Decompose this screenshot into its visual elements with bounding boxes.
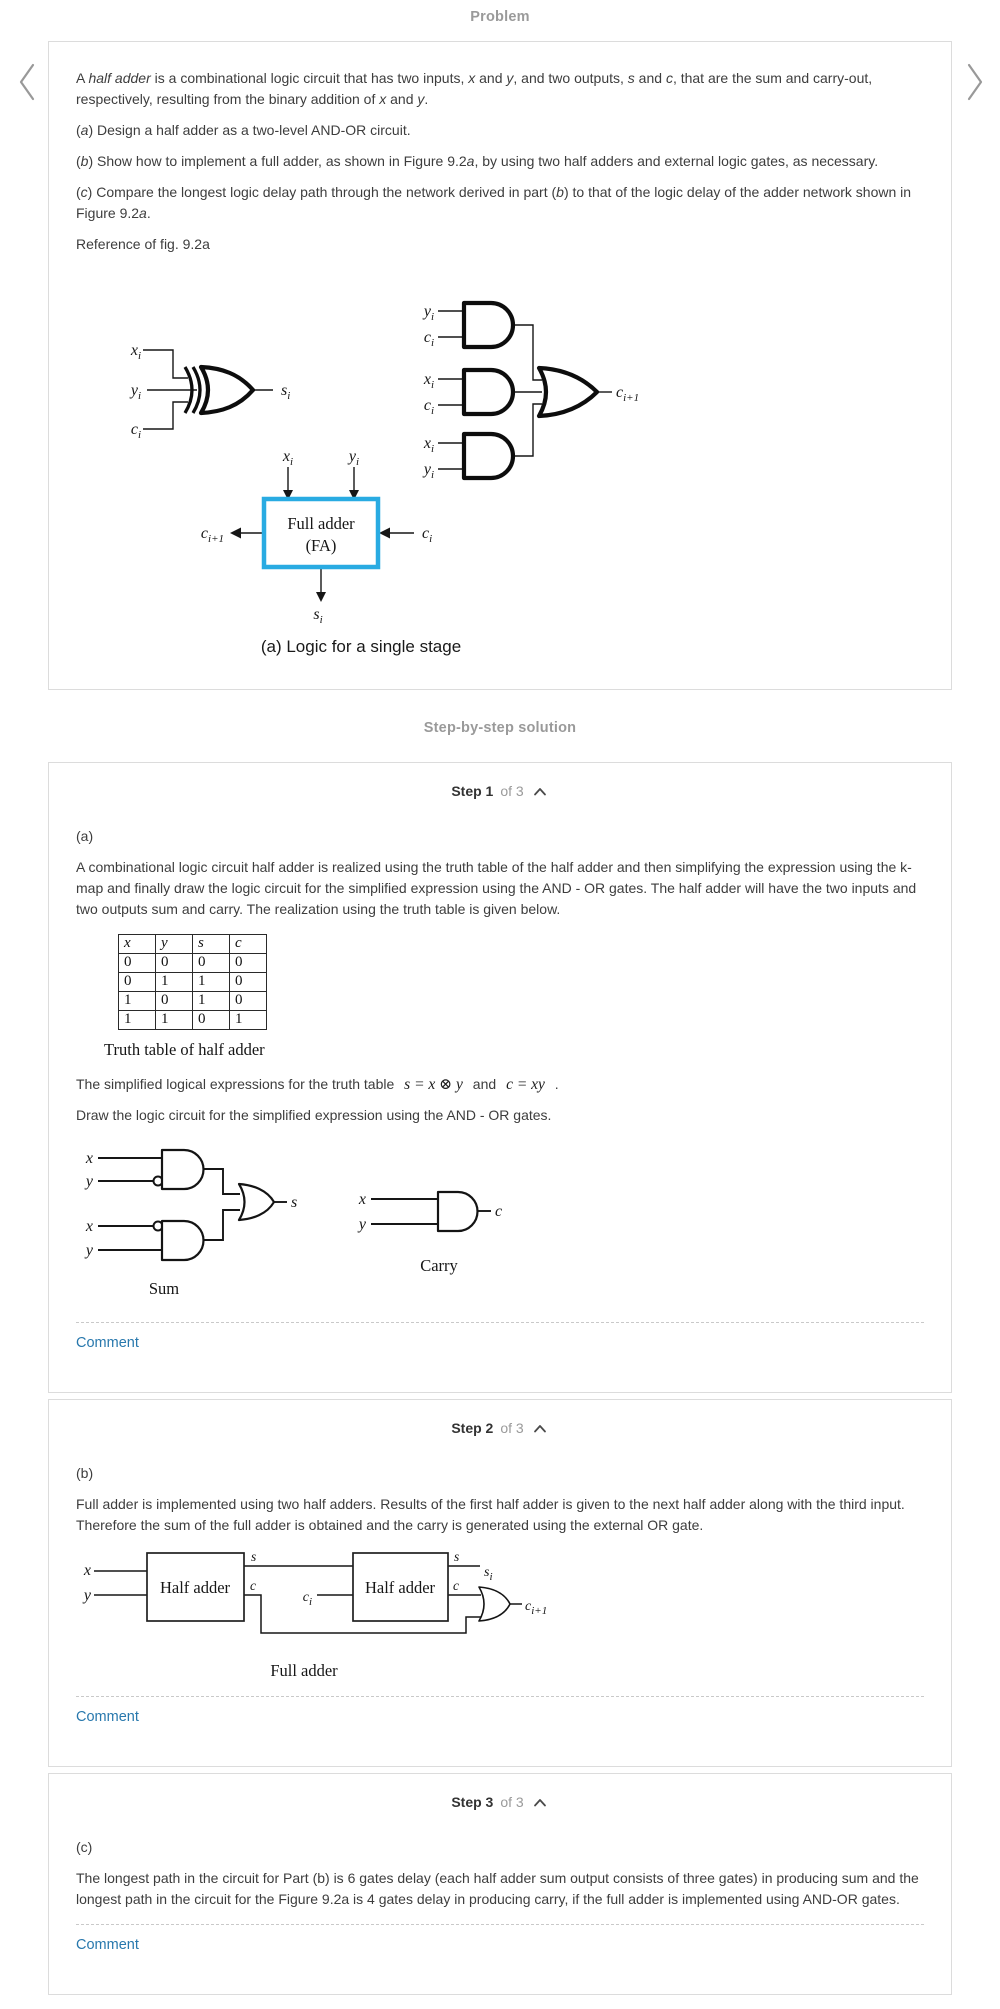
step-2-header bbox=[76, 1420, 924, 1436]
or-gate bbox=[539, 368, 597, 416]
sum-input-x1-label: x bbox=[85, 1150, 93, 1167]
step-1-header bbox=[76, 783, 924, 799]
truth-table-cell: 0 bbox=[156, 954, 193, 973]
step-3-body: The longest path in the circuit for Part (b) is 6 gates delay (each half adder sum output consists of three gates) in producing sum and the longest path in the circuit for the Figure 9.2a is 4 gates delay in producing carry, if the full adder is implemented using AND-OR gates. bbox=[76, 1870, 919, 1907]
and3-input-2-label: $y_i$ bbox=[423, 461, 434, 481]
and2-input-1-label: $x_i$ bbox=[423, 371, 434, 391]
carry-output-label: c bbox=[495, 1203, 503, 1220]
step-part-label: (c) bbox=[76, 1839, 93, 1855]
comment-separator bbox=[76, 1322, 924, 1323]
truth-table-cell: 0 bbox=[156, 992, 193, 1011]
sum-and-gate-1 bbox=[162, 1150, 204, 1189]
carry-and-gate bbox=[438, 1192, 478, 1231]
sum-carry-circuits-figure bbox=[76, 1136, 546, 1308]
chevron-up-icon bbox=[533, 787, 547, 796]
comment-link[interactable]: Comment bbox=[76, 1335, 139, 1351]
simplified-expressions: The simplified logical expressions for the truth table s = x ⊗ y and c = xy . bbox=[76, 1076, 559, 1093]
sum-caption: Sum bbox=[148, 1279, 180, 1298]
step-title: Step 1 bbox=[451, 783, 494, 799]
sum-and-gate-2 bbox=[162, 1221, 204, 1260]
step-title: Step 2 bbox=[451, 1420, 494, 1436]
truth-table-cell: 0 bbox=[119, 954, 156, 973]
sum-input-y2-label: y bbox=[85, 1242, 93, 1259]
xor-input-y-label: $y_i$ bbox=[130, 382, 141, 402]
truth-table-cell: 1 bbox=[193, 992, 230, 1011]
fa-carry-out-label: $c_{i+1}$ bbox=[200, 525, 224, 545]
ha1-sum-label: s bbox=[251, 1549, 257, 1564]
truth-table-cell: 0 bbox=[193, 954, 230, 973]
collapse-step-3-button[interactable] bbox=[531, 1796, 549, 1809]
problem-section bbox=[0, 41, 1000, 690]
carry-out-label: $c_{i+1}$ bbox=[525, 1599, 548, 1617]
input-x-label: x bbox=[83, 1562, 91, 1579]
sum-input-y1-label: y bbox=[85, 1173, 93, 1190]
carry-output-label: $c_{i+1}$ bbox=[616, 384, 640, 404]
problem-statement: A half adder is a combinational logic circuit that has two inputs, x and y, and two outputs, s and c, that are the sum and carry-out, respectively, resulting from the binary addition of x and y. bbox=[76, 70, 873, 107]
comment-link[interactable]: Comment bbox=[76, 1709, 139, 1725]
half-adder-1-label: Half adder bbox=[159, 1578, 231, 1597]
comment-separator bbox=[76, 1924, 924, 1925]
truth-table-header-cell: x bbox=[119, 935, 156, 954]
truth-table-cell: 1 bbox=[119, 1011, 156, 1030]
truth-table-cell: 0 bbox=[230, 954, 267, 973]
carry-caption: Carry bbox=[420, 1256, 458, 1275]
truth-table-cell: 1 bbox=[119, 992, 156, 1011]
step-3-card bbox=[48, 1773, 952, 1995]
truth-table-row bbox=[119, 954, 267, 973]
sum-or-gate bbox=[239, 1184, 274, 1220]
figure-caption: (a) Logic for a single stage bbox=[260, 637, 462, 656]
xor-input-c-label: $c_i$ bbox=[130, 421, 141, 441]
and1-input-1-label: $y_i$ bbox=[423, 303, 434, 323]
and2-input-2-label: $c_i$ bbox=[423, 397, 434, 417]
problem-part-b: (b) Show how to implement a full adder, as shown in Figure 9.2a, by using two half adders and external logic gates, as necessary. bbox=[76, 153, 879, 169]
chevron-up-icon bbox=[533, 1424, 547, 1433]
full-adder-box bbox=[264, 499, 378, 567]
problem-heading: Problem bbox=[470, 9, 530, 25]
problem-card bbox=[48, 41, 952, 690]
full-adder-figure bbox=[76, 1546, 576, 1682]
next-problem-button[interactable] bbox=[962, 59, 988, 105]
truth-table-caption: Truth table of half adder bbox=[104, 1040, 265, 1059]
sum-out-label: $s_i$ bbox=[484, 1565, 493, 1583]
xor-input-x-label: $x_i$ bbox=[130, 342, 141, 362]
prev-problem-button[interactable] bbox=[14, 59, 40, 105]
fa-carry-in-label: $c_i$ bbox=[422, 525, 433, 545]
fa-input-x-label: $x_i$ bbox=[282, 448, 294, 468]
truth-table-cell: 0 bbox=[230, 973, 267, 992]
comment-separator bbox=[76, 1696, 924, 1697]
truth-table-cell: 0 bbox=[119, 973, 156, 992]
step-3-header bbox=[76, 1794, 924, 1810]
truth-table-cell: 0 bbox=[230, 992, 267, 1011]
and3-input-1-label: $x_i$ bbox=[423, 435, 434, 455]
truth-table-cell: 0 bbox=[193, 1011, 230, 1030]
half-adder-2-label: Half adder bbox=[364, 1578, 436, 1597]
collapse-step-2-button[interactable] bbox=[531, 1422, 549, 1435]
xor-gate bbox=[201, 367, 253, 413]
draw-note: Draw the logic circuit for the simplified expression using the AND - OR gates. bbox=[76, 1107, 552, 1123]
external-or-gate bbox=[479, 1587, 510, 1621]
full-adder-box-label-2: (FA) bbox=[305, 536, 337, 555]
and-gate-3 bbox=[464, 434, 513, 478]
half-adder-truth-table bbox=[118, 934, 267, 1030]
chevron-up-icon bbox=[533, 1798, 547, 1807]
truth-table-header-cell: y bbox=[156, 935, 193, 954]
and-gate-1 bbox=[464, 303, 513, 347]
truth-table-header-row bbox=[119, 935, 267, 954]
ha2-carry-label: c bbox=[453, 1578, 459, 1593]
step-1-body: A combinational logic circuit half adder is realized using the truth table of the half adder and then simplifying the expression using the k-map and finally draw the logic circuit for the simplified expression using the AND - OR gates. The half adder will have the two inputs and two outputs sum and carry. The realization using the truth table is given below. bbox=[76, 859, 917, 917]
step-count: of 3 bbox=[500, 783, 524, 799]
truth-table-header-cell: c bbox=[230, 935, 267, 954]
step-2-body: Full adder is implemented using two half adders. Results of the first half adder is given to the next half adder along with the third input. Therefore the sum of the full adder is obtained and the carry is generated using the external OR gate. bbox=[76, 1496, 905, 1533]
truth-table-header-cell: s bbox=[193, 935, 230, 954]
figure-reference-note: Reference of fig. 9.2a bbox=[76, 236, 210, 252]
step-part-label: (b) bbox=[76, 1465, 94, 1481]
fa-sum-out-label: $s_i$ bbox=[313, 606, 323, 626]
problem-part-a: (a) Design a half adder as a two-level AND-OR circuit. bbox=[76, 122, 411, 138]
sum-output-label: s bbox=[291, 1194, 298, 1211]
full-adder-box-label-1: Full adder bbox=[287, 514, 355, 533]
step-2-card bbox=[48, 1399, 952, 1767]
figure-9-2a bbox=[76, 265, 726, 659]
problem-part-c: (c) Compare the longest logic delay path through the network derived in part (b) to that of the logic delay of the adder network shown in Figure 9.2a. bbox=[76, 184, 912, 221]
full-adder-caption: Full adder bbox=[270, 1661, 338, 1680]
sum-output-label: $s_i$ bbox=[281, 382, 291, 402]
truth-table-row bbox=[119, 973, 267, 992]
truth-table-cell: 1 bbox=[230, 1011, 267, 1030]
collapse-step-1-button[interactable] bbox=[531, 785, 549, 798]
step-count: of 3 bbox=[500, 1420, 524, 1436]
step-count: of 3 bbox=[500, 1794, 524, 1810]
sum-input-x2-label: x bbox=[85, 1218, 93, 1235]
truth-table-row bbox=[119, 992, 267, 1011]
truth-table-cell: 1 bbox=[156, 973, 193, 992]
ha1-carry-label: c bbox=[250, 1578, 256, 1593]
carry-in-label: $c_i$ bbox=[302, 1590, 312, 1608]
truth-table-row bbox=[119, 1011, 267, 1030]
fa-input-y-label: $y_i$ bbox=[348, 448, 360, 468]
comment-link[interactable]: Comment bbox=[76, 1937, 139, 1953]
ha2-sum-label: s bbox=[454, 1549, 460, 1564]
input-y-label: y bbox=[83, 1587, 91, 1604]
carry-input-y-label: y bbox=[358, 1216, 366, 1233]
step-part-label: (a) bbox=[76, 828, 94, 844]
and-gate-2 bbox=[464, 370, 513, 414]
truth-table-cell: 1 bbox=[156, 1011, 193, 1030]
and1-input-2-label: $c_i$ bbox=[423, 329, 434, 349]
chevron-left-icon bbox=[16, 61, 38, 103]
carry-input-x-label: x bbox=[358, 1191, 366, 1208]
truth-table-cell: 1 bbox=[193, 973, 230, 992]
chevron-right-icon bbox=[964, 61, 986, 103]
solution-heading: Step-by-step solution bbox=[423, 720, 577, 736]
step-title: Step 3 bbox=[451, 1794, 494, 1810]
step-1-card bbox=[48, 762, 952, 1393]
